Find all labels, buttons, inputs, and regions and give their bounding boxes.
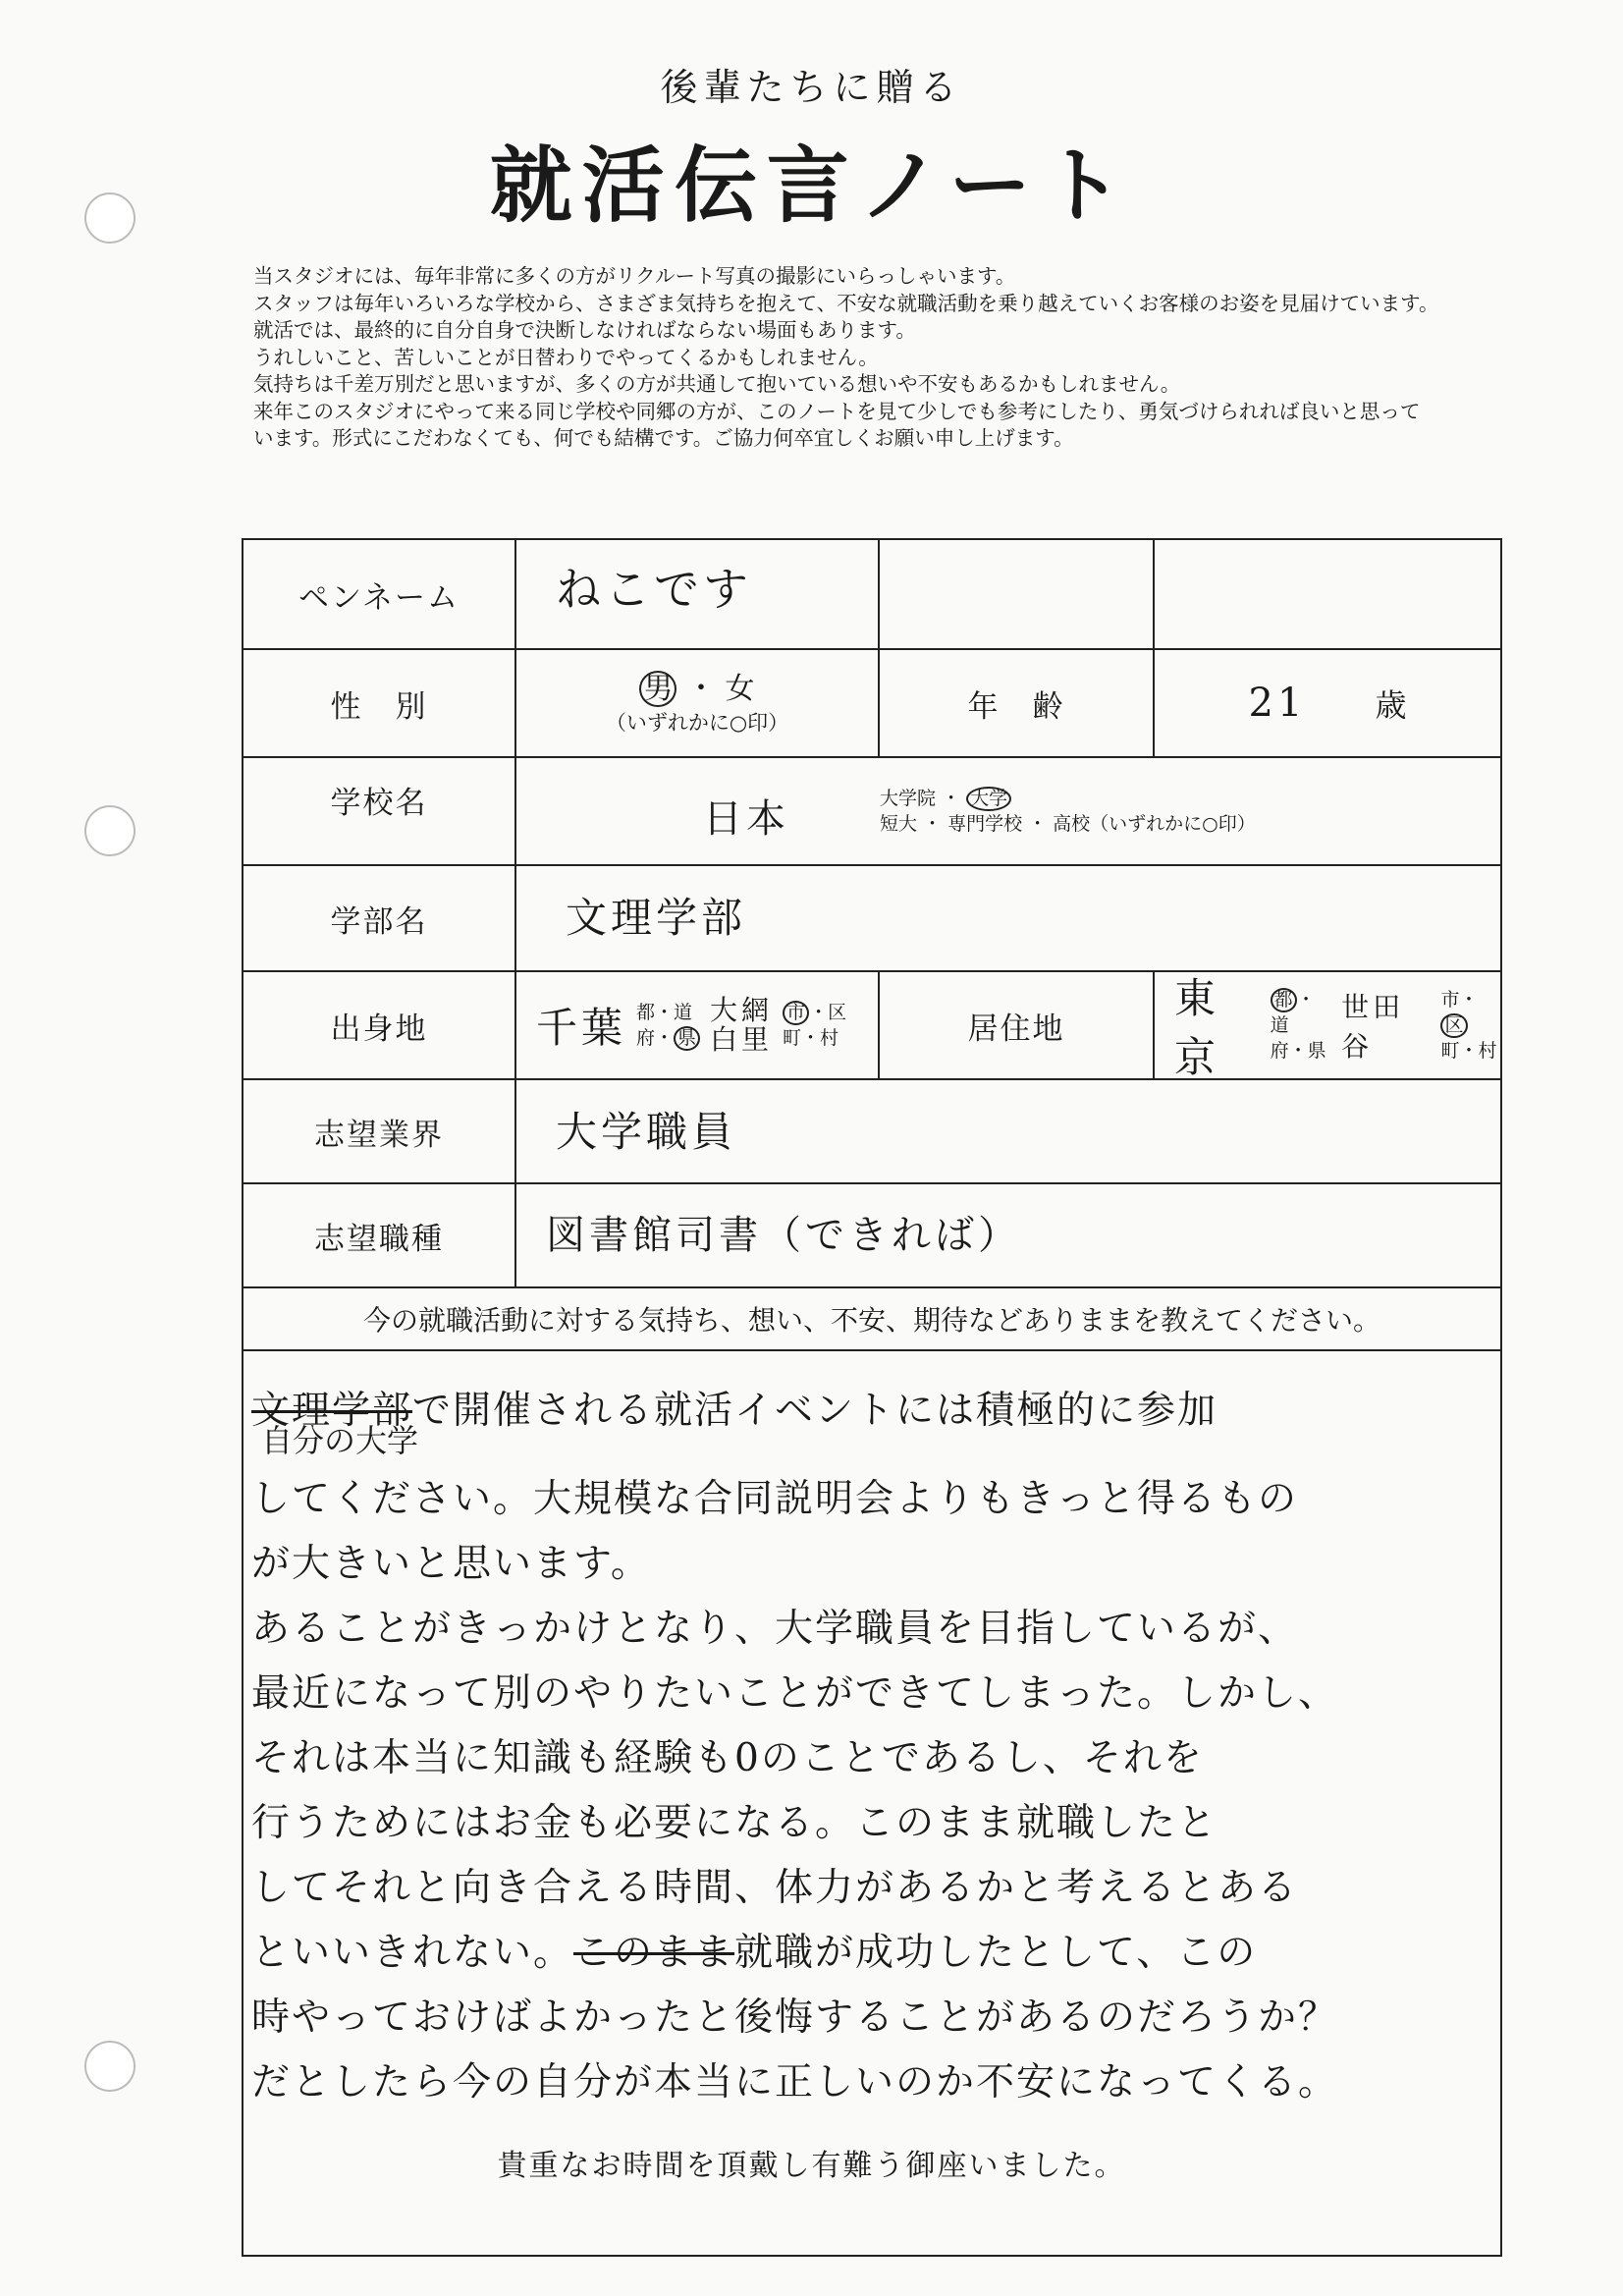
gender-label: 性 別 — [243, 650, 516, 756]
row-pen-name — [243, 540, 1500, 650]
intro-text — [253, 263, 1589, 453]
pen-name-value[interactable]: ねこです — [516, 540, 880, 648]
school-type-grad: 大学院 — [880, 788, 937, 809]
intro-line: 就活では、最終的に自分自身で決断しなければならない場面もあります。 — [253, 318, 916, 342]
answer-line: 最近になって別のやりたいことができてしまった。しかし、 — [251, 1671, 1339, 1716]
answer-line: 時やっておけばよかったと後悔することがあるのだろうか？ — [251, 1995, 1339, 2040]
residence-label: 居住地 — [880, 972, 1155, 1078]
origin-pref-kind: 都・道 府・ 県 — [636, 1000, 700, 1051]
answer-line: が大きいと思います。 — [251, 1542, 651, 1586]
answer-line: 行うためにはお金も必要になる。このまま就職したと — [251, 1801, 1218, 1845]
question-prompt: 今の就職活動に対する気持ち、想い、不安、期待などありままを教えてください。 — [243, 1288, 1500, 1351]
answer-line: それは本当に知識も経験も0のことであるし、それを — [251, 1736, 1204, 1780]
school-label: 学校名 — [243, 758, 516, 864]
answer-strikethrough-2: このまま — [573, 1931, 735, 1975]
punch-hole-middle — [84, 805, 135, 856]
age-label: 年 齢 — [880, 650, 1155, 756]
answer-strikethrough-1: 文理学部 — [251, 1389, 413, 1433]
origin-label: 出身地 — [243, 972, 516, 1078]
intro-line: うれしいこと、苦しいことが日替わりでやってくるかもしれません。 — [253, 345, 879, 369]
residence-city-kind: 市・区 町・村 — [1440, 989, 1497, 1062]
origin-value[interactable] — [516, 972, 880, 1078]
row-gender-age — [243, 650, 1500, 758]
row-origin-residence — [243, 972, 1500, 1080]
origin-city-kind-circled: 市 — [783, 1001, 809, 1025]
age-value[interactable] — [1155, 650, 1500, 756]
row-faculty — [243, 866, 1500, 972]
subtitle: 後輩たちに贈る — [660, 66, 963, 109]
school-type — [880, 758, 1500, 864]
residence-city-kind-circled: 区 — [1440, 1013, 1467, 1038]
answer-area[interactable] — [243, 1351, 1500, 2255]
gender-separator: ・ — [686, 672, 716, 706]
school-type-sep: ・ — [942, 788, 961, 809]
answer-line: してください。大規模な合同説明会よりもきっと得るもの — [251, 1477, 1299, 1521]
residence-pref-kind-circled: 都 — [1271, 988, 1297, 1012]
answer-insert: 自分の大学 — [261, 1422, 419, 1459]
intro-line: 当スタジオには、毎年非常に多くの方がリクルート写真の撮影にいらっしゃいます。 — [253, 264, 1016, 288]
industry-label: 志望業界 — [243, 1080, 516, 1182]
origin-pref: 千葉 — [536, 1004, 627, 1052]
gender-note: （いずれかに○印） — [605, 711, 789, 735]
gender-male-circled: 男 — [639, 671, 676, 707]
origin-pref-kind-circled: 県 — [674, 1026, 700, 1051]
answer-line: してそれと向き合える時間、体力があるかと考えるとある — [251, 1866, 1299, 1910]
gender-value[interactable] — [516, 650, 880, 756]
residence-value[interactable] — [1155, 972, 1500, 1081]
residence-city: 世田谷 — [1341, 991, 1405, 1063]
intro-line: います。形式にこだわなくても、何でも結構です。ご協力何卒宜しくお願い申し上げます。 — [253, 426, 1074, 450]
pen-name-label: ペンネーム — [243, 540, 516, 648]
origin-city-kind: 市 ・区 町・村 — [783, 1002, 847, 1049]
residence-pref-kind: 都 ・道 府・県 — [1270, 989, 1326, 1062]
school-value[interactable]: 日本 — [703, 796, 789, 842]
answer-line: だとしたら今の自分が本当に正しいのか不安になってくる。 — [251, 2060, 1339, 2105]
school-type-university-circled: 大学 — [966, 787, 1011, 811]
row-school — [243, 758, 1500, 866]
job-value[interactable]: 図書館司書（できれば） — [546, 1213, 1021, 1258]
pen-name-blank-2 — [1155, 540, 1500, 648]
answer-text — [243, 1351, 1500, 2115]
row-job — [243, 1184, 1500, 1288]
age-unit: 歳 — [1375, 686, 1407, 724]
answer-line: といいきれない。このまま就職が成功したとして、この — [251, 1931, 1258, 1975]
intro-line: スタッフは毎年いろいろな学校から、さまざま気持ちを抱えて、不安な就職活動を乗り越えていくお客様のお姿を見届けています。 — [253, 291, 1439, 315]
origin-city: 大網白里 — [710, 994, 774, 1056]
answer-line: 文理学部で開催される就活イベントには積極的に参加 — [251, 1389, 1218, 1433]
age-number: 21 — [1248, 681, 1307, 726]
faculty-value[interactable]: 文理学部 — [566, 894, 747, 942]
footer-thanks: 貴重なお時間を頂戴し有難う御座いました。 — [497, 2149, 1126, 2183]
industry-value[interactable]: 大学職員 — [556, 1108, 737, 1156]
answer-line: あることがきっかけとなり、大学職員を目指しているが、 — [251, 1607, 1299, 1651]
form-table — [242, 538, 1502, 2257]
gender-female: 女 — [725, 672, 755, 706]
pen-name-blank-1 — [880, 540, 1155, 648]
row-industry — [243, 1080, 1500, 1184]
intro-line: 来年このスタジオにやって来る同じ学校や同郷の方が、このノートを見て少しでも参考にしたり、勇気づけられれば良いと思って — [253, 399, 1421, 423]
punch-hole-bottom — [84, 2041, 135, 2092]
school-type-line2: 短大 ・ 専門学校 ・ 高校（いずれかに○印） — [880, 813, 1256, 835]
job-label: 志望職種 — [243, 1184, 516, 1286]
residence-pref: 東京 — [1174, 974, 1220, 1081]
intro-line: 気持ちは千差万別だと思いますが、多くの方が共通して抱いている想いや不安もあるかもしれません。 — [253, 372, 1181, 396]
faculty-label: 学部名 — [243, 866, 516, 970]
page-title: 就活伝言ノート — [489, 137, 1134, 234]
